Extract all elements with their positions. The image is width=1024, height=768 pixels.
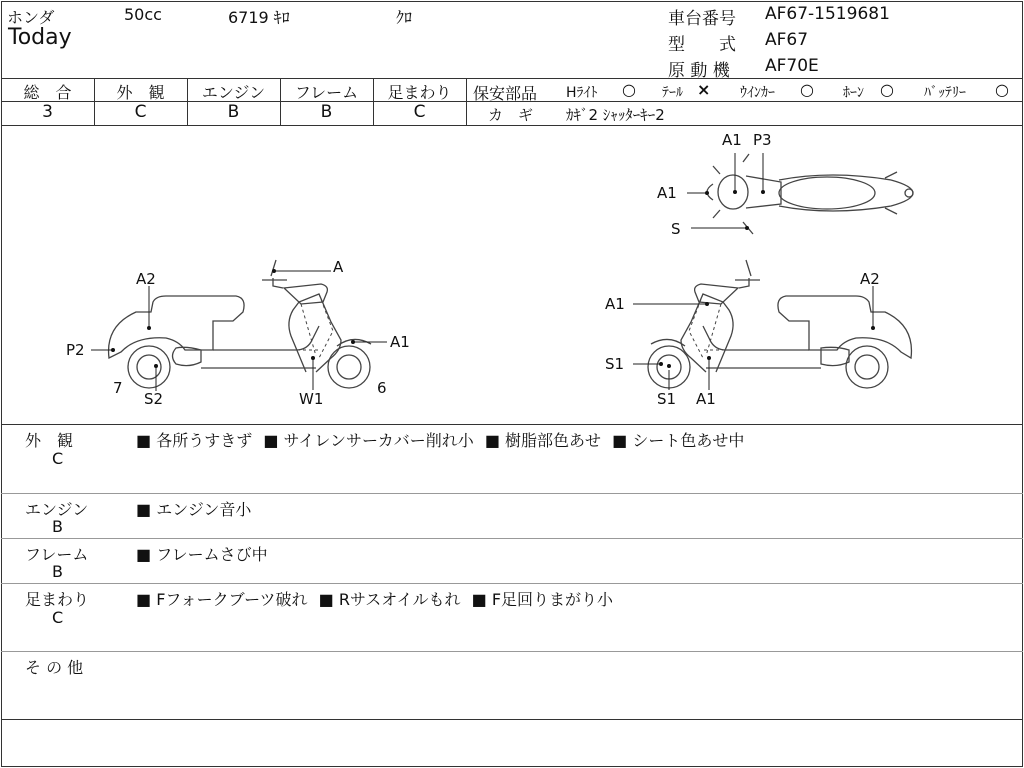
remark-divider	[1, 583, 1023, 584]
remark-item: ■ 各所うすきず ■ サイレンサーカバー削れ小 ■ 樹脂部色あせ ■ シート色あせ中	[136, 431, 745, 450]
engine-value: AF70E	[765, 56, 819, 76]
battery-mark: ○	[995, 80, 1009, 99]
label-left-P2: P2	[66, 341, 85, 359]
remark-category: エンジン	[25, 500, 89, 519]
label-left-W1: W1	[299, 390, 324, 408]
horn-mark: ○	[880, 80, 894, 99]
scooter-diagrams	[1, 126, 1023, 424]
remark-grade: C	[52, 608, 64, 627]
label-right-S1-side: S1	[605, 355, 625, 373]
engine-grade-label: エンジン	[201, 83, 266, 102]
remark-item: ■ エンジン音小	[136, 500, 252, 519]
remark-bottom-line	[1, 719, 1023, 720]
remark-grade: C	[52, 449, 64, 468]
tail-label: ﾃｰﾙ	[662, 85, 683, 101]
label-left-A: A	[333, 258, 344, 276]
suspension-grade-label: 足まわり	[387, 83, 452, 102]
label-top-A1: A1	[722, 131, 742, 149]
mileage: 6719 ｷﾛ	[228, 8, 290, 27]
maker: ホンダ	[7, 8, 55, 27]
engine-grade-value: B	[227, 102, 240, 122]
scooter-top-view	[707, 154, 913, 234]
remark-divider	[1, 651, 1023, 652]
tail-mark: ×	[697, 80, 711, 99]
displacement: 50cc	[124, 5, 162, 24]
key-value: ｶｷﾞ2 ｼｬｯﾀｰｷｰ2	[566, 106, 665, 124]
winker-label: ｳｲﾝｶｰ	[740, 85, 775, 101]
remark-divider	[1, 538, 1023, 539]
overall-value: 3	[42, 102, 53, 122]
grade-top-line	[1, 78, 1023, 79]
frame-no: AF67-1519681	[765, 4, 890, 24]
label-right-A1: A1	[605, 295, 625, 313]
label-right-A1-bottom: A1	[696, 390, 716, 408]
label-left-S2: S2	[144, 390, 164, 408]
color: ｸﾛ	[396, 8, 413, 27]
suspension-grade-value: C	[413, 102, 426, 122]
remark-category: 外 観	[25, 431, 74, 450]
model-name: Today	[8, 25, 72, 50]
remark-category: 足まわり	[25, 590, 90, 609]
safety-label: 保安部品	[473, 84, 538, 103]
label-left-A2: A2	[136, 270, 156, 288]
remark-category: フレーム	[25, 545, 89, 564]
label-right-A2: A2	[860, 270, 880, 288]
remark-item: ■ Fフォークブーツ破れ ■ Rサスオイルもれ ■ F足回りまがり小	[136, 590, 614, 609]
headlight-label: Hﾗｲﾄ	[566, 85, 598, 101]
diagram-bottom-line	[1, 424, 1023, 425]
frame-no-label: 車台番号	[668, 9, 736, 29]
exterior-value: C	[134, 102, 147, 122]
headlight-mark: ○	[622, 80, 636, 99]
overall-label: 総 合	[23, 83, 72, 102]
label-top-A1-side: A1	[657, 184, 677, 202]
frame-grade-label: フレーム	[294, 83, 359, 102]
label-right-S1-bottom: S1	[657, 390, 677, 408]
engine-label: 原 動 機	[668, 61, 730, 81]
type-value: AF67	[765, 30, 809, 50]
horn-label: ﾎｰﾝ	[843, 85, 864, 101]
label-top-P3: P3	[753, 131, 772, 149]
remark-grade: B	[52, 517, 63, 536]
exterior-label: 外 観	[116, 83, 165, 102]
frame-grade-value: B	[320, 102, 333, 122]
remark-item: ■ フレームさび中	[136, 545, 268, 564]
type-label: 型 式	[668, 35, 736, 55]
label-left-6: 6	[377, 379, 387, 397]
key-label: カ ギ	[488, 106, 534, 124]
label-left-7: 7	[113, 379, 123, 397]
battery-label: ﾊﾞｯﾃﾘｰ	[924, 85, 966, 101]
label-top-S: S	[671, 220, 681, 238]
winker-mark: ○	[800, 80, 814, 99]
remark-grade: B	[52, 562, 63, 581]
remark-category: そ の 他	[25, 658, 84, 677]
remark-divider	[1, 493, 1023, 494]
label-left-A1: A1	[390, 333, 410, 351]
grade-divider	[466, 78, 467, 125]
